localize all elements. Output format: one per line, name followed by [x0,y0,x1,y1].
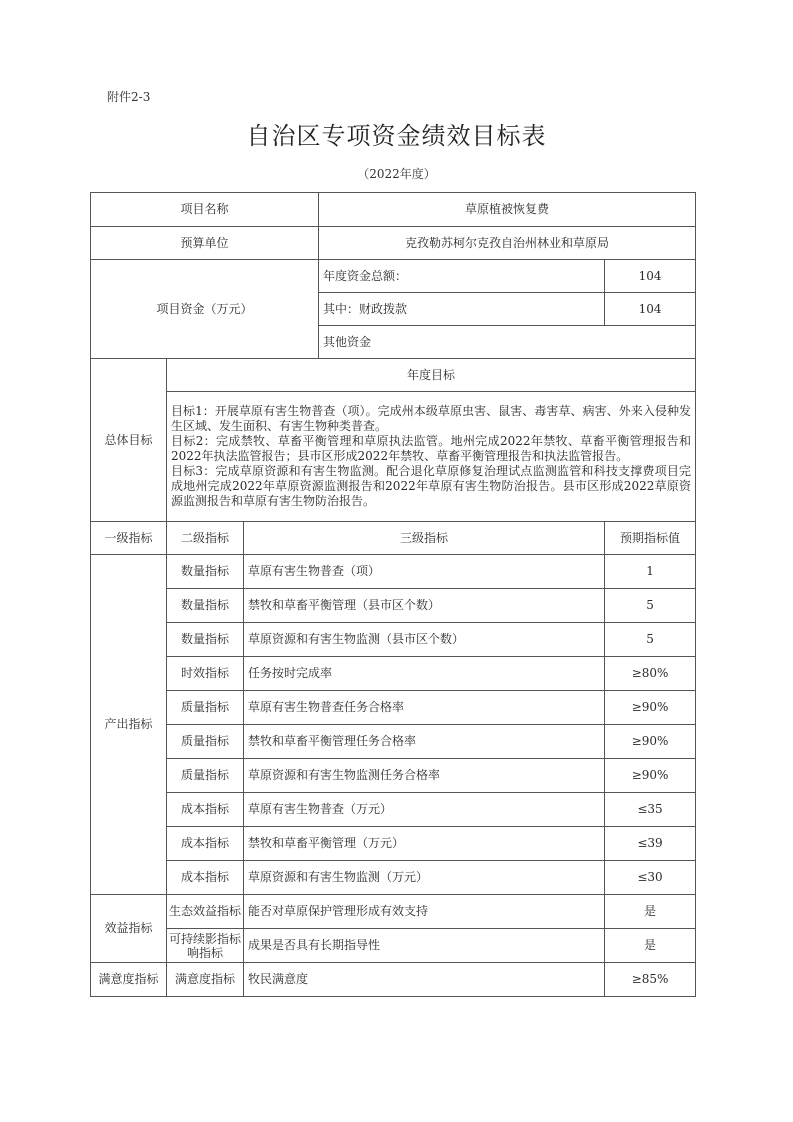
row-funds-total [91,260,696,293]
table-row [91,691,696,725]
goal-1: 目标1：开展草原有害生物普查（项）。完成州本级草原虫害、鼠害、毒害草、病害、外来入侵种发生区域、发生面积、有害生物种类普查。 [171,404,692,433]
project-funds-label: 项目资金（万元） [91,260,319,359]
table-row [91,861,696,895]
level2-cell: 数量指标 [167,589,244,623]
level3-cell: 草原资源和有害生物监测任务合格率 [244,759,605,793]
table-row [91,657,696,691]
expected-value-cell: 5 [605,589,696,623]
level3-cell: 草原有害生物普查（项） [244,555,605,589]
level2-cell: 时效指标 [167,657,244,691]
annual-total-value: 104 [605,260,696,293]
level2-cell: 成本指标 [167,861,244,895]
expected-value-cell: ≥90% [605,691,696,725]
expected-value-cell: ≥90% [605,759,696,793]
level2-cell: 数量指标 [167,623,244,657]
level2-header: 二级指标 [167,522,244,555]
performance-table [90,192,696,997]
level2-cell: 成本指标 [167,827,244,861]
expected-value-cell: 是 [605,895,696,929]
annual-goal-header: 年度目标 [167,359,696,392]
table-row [91,793,696,827]
expected-value-cell: ≤39 [605,827,696,861]
overall-goal-label: 总体目标 [91,359,167,522]
level2-cell: 质量指标 [167,691,244,725]
level2-cell: 成本指标 [167,793,244,827]
row-budget-unit [91,227,696,260]
level2-cell: 质量指标 [167,759,244,793]
expected-value-cell: ≤30 [605,861,696,895]
level3-cell: 禁牧和草畜平衡管理（县市区个数） [244,589,605,623]
level3-cell: 任务按时完成率 [244,657,605,691]
level1-header: 一级指标 [91,522,167,555]
budget-unit-value: 克孜勒苏柯尔克孜自治州林业和草原局 [319,227,696,260]
level2-cell: 生态效益指标 [167,895,244,929]
goal-3: 目标3：完成草原资源和有害生物监测。配合退化草原修复治理试点监测监管和科技支撑费项目完成地州完成2022年草原资源监测报告和2022年草原有害生物防治报告。县市区形成2022草原资源监测报告和草原有害生物防治报告。 [171,464,692,508]
level2-cell: 数量指标 [167,555,244,589]
level2-cell: 质量指标 [167,725,244,759]
level3-cell: 草原有害生物普查（万元） [244,793,605,827]
budget-unit-label: 预算单位 [91,227,319,260]
level3-cell: 草原有害生物普查任务合格率 [244,691,605,725]
project-name-value: 草原植被恢复费 [319,193,696,227]
expected-value-cell: ≥90% [605,725,696,759]
level3-cell: 禁牧和草畜平衡管理任务合格率 [244,725,605,759]
expected-value-cell: 5 [605,623,696,657]
row-goals-text [91,392,696,522]
level2-cell: 满意度指标 [167,963,244,997]
benefit-indicator-label: 效益指标 [91,895,167,963]
expected-value-cell: ≥80% [605,657,696,691]
table-row [91,589,696,623]
annual-goal-text [167,392,696,522]
fiscal-label: 其中：财政拨款 [319,293,605,326]
table-row [91,623,696,657]
level3-header: 三级指标 [244,522,605,555]
level3-cell: 能否对草原保护管理形成有效支持 [244,895,605,929]
annual-total-label: 年度资金总额： [319,260,605,293]
level3-cell: 草原资源和有害生物监测（万元） [244,861,605,895]
expected-value-header: 预期指标值 [605,522,696,555]
expected-value-cell: 是 [605,929,696,963]
level3-cell: 草原资源和有害生物监测（县市区个数） [244,623,605,657]
level2-cell: 可持续影指标响指标 [167,929,244,963]
row-goals-header [91,359,696,392]
row-project-name [91,193,696,227]
page-title: 自治区专项资金绩效目标表 [246,122,547,150]
table-row [91,759,696,793]
level3-cell: 禁牧和草畜平衡管理（万元） [244,827,605,861]
level3-cell: 成果是否具有长期指导性 [244,929,605,963]
table-row [91,895,696,929]
output-indicator-label: 产出指标 [91,555,167,895]
row-indicator-headers [91,522,696,555]
expected-value-cell: 1 [605,555,696,589]
fiscal-value: 104 [605,293,696,326]
other-funds-label: 其他资金 [319,326,696,359]
level3-cell: 牧民满意度 [244,963,605,997]
attachment-label: 附件2-3 [107,90,151,104]
satisfaction-indicator-label: 满意度指标 [91,963,167,997]
expected-value-cell: ≥85% [605,963,696,997]
table-row [91,555,696,589]
expected-value-cell: ≤35 [605,793,696,827]
project-name-label: 项目名称 [91,193,319,227]
goal-2: 目标2：完成禁牧、草畜平衡管理和草原执法监管。地州完成2022年禁牧、草畜平衡管理报告和2022年执法监管报告；县市区形成2022年禁牧、草畜平衡管理报告和执法监管报告。 [171,434,692,463]
table-row [91,725,696,759]
year-label: （2022年度） [357,167,436,181]
table-row [91,963,696,997]
table-row [91,929,696,963]
table-row [91,827,696,861]
